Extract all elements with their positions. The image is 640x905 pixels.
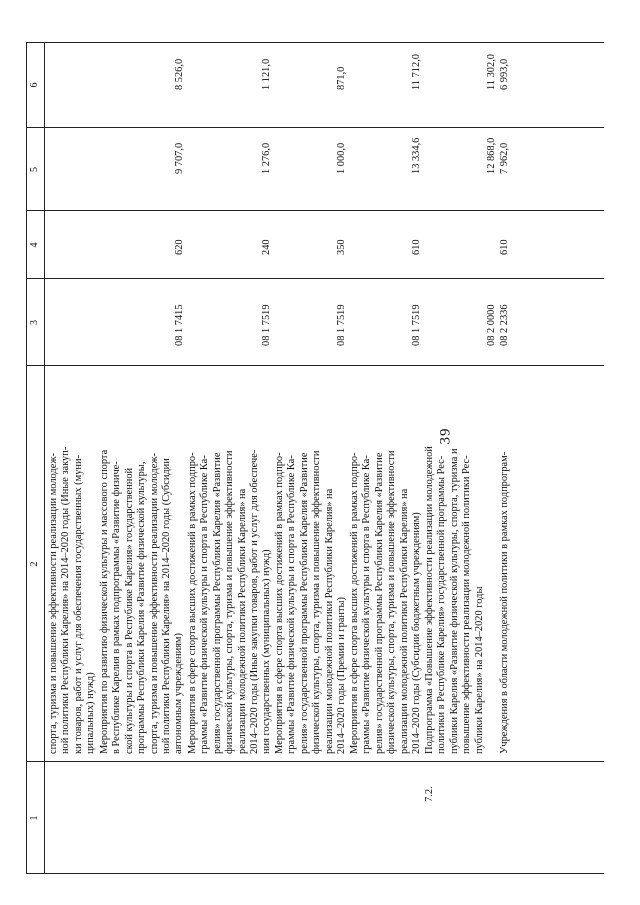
- table-row-col5: 13 334,6: [411, 137, 422, 174]
- table-row-code: 08 1 7519: [336, 304, 347, 346]
- column-divider-3: [26, 278, 604, 279]
- table-row-col6: 6 993,0: [499, 58, 510, 90]
- table-row-code: 08 1 7519: [261, 304, 272, 346]
- table-row-description: Мероприятия в сфере спорта высших достижений в рамках подпро- граммы «Развитие физической культуры и спорта в Республике Ка- релия» государственной программы Республики Карелия «Развитие физической культуры, спорта, туризма и повышение эффективности реализации молодежной политики Республики Карелия» на 2014–2020 годы (Премии и гранты): [274, 450, 348, 754]
- column-header-1: 1: [29, 815, 40, 821]
- table-row-col4: 610: [499, 239, 510, 255]
- table-row-col4: 240: [261, 239, 272, 255]
- table-row-description: Мероприятия в сфере спорта высших достижений в рамках подпро- граммы «Развитие физической культуры и спорта в Республике Ка- релия» государственной программы Республики Карелия «Развитие физической культуры, спорта, туризма и повышение эффективности реализации молодежной политики Республики Карелия» на 2014–2020 годы (Иные закупки товаров, работ и услуг для обеспече- ния государственных (муниципальных) нужд): [187, 449, 273, 754]
- table-row-col6: 8 526,0: [174, 58, 185, 90]
- table-row-col6: 1 121,0: [261, 58, 272, 90]
- table-row-col6: 871,0: [336, 66, 347, 90]
- table-border-left: [26, 873, 604, 874]
- table-row-col5: 1 000,0: [336, 142, 347, 174]
- column-header-5: 5: [29, 167, 40, 172]
- table-row-description: спорта, туризма и повышение эффективности реализации молодеж- ной политики Республики Карелия» на 2014–2020 годы (Иные закуп- ки товаров, работ и услуг для обеспечения государственных (муни- ципальных) нужд): [48, 446, 97, 754]
- column-header-2: 2: [29, 561, 40, 567]
- table-border-top: [26, 42, 27, 874]
- column-divider-1: [26, 761, 604, 762]
- table-row-col5: 12 868,0: [486, 137, 497, 174]
- table-row-col4: 610: [411, 239, 422, 255]
- table-row-description: Мероприятия по развитию физической культуры и массового спорта в Республике Карелия в рамках подпрограммы «Развитие физиче- ской культуры и спорта в Республике Карелия» государственной программы Республики Карелия «Развитие физической культуры, спорта, туризма и повышение эффективности реализации молодеж- ной политики Республики Карелия» на 2014–2020 годы (Субсидии автономным учреждениям): [99, 449, 185, 754]
- table-row-col6: 11 302,0: [486, 54, 497, 90]
- table-row-col6: 11 712,0: [411, 54, 422, 90]
- table-row-number: 7.2.: [424, 786, 435, 802]
- page-number: 39: [437, 427, 454, 445]
- table-row-code: 08 2 0000: [486, 304, 497, 346]
- table-row-description: Подпрограмма «Повышение эффективности реализации молодежной политики в Республике Карелия» государственной программы Рес- публики Карелия «Развитие физической культуры, спорта, туризма и повышение эффективности реализации молодежной политики Рес- публики Карелия» на 2014–2020 годы: [424, 446, 485, 754]
- rotated-table-page: [26, 42, 604, 874]
- column-divider-2: [26, 365, 604, 366]
- column-header-6: 6: [29, 82, 40, 88]
- table-border-right: [26, 42, 604, 43]
- table-row-col5: 1 276,0: [261, 142, 272, 174]
- column-divider-5: [26, 127, 604, 128]
- table-row-col4: 620: [174, 239, 185, 255]
- table-row-col4: 350: [336, 239, 347, 255]
- table-row-col5: 7 962,0: [499, 142, 510, 174]
- header-divider: [44, 42, 45, 874]
- table-row-code: 08 1 7519: [411, 304, 422, 346]
- column-header-4: 4: [29, 242, 40, 248]
- table-row-description: Мероприятия в сфере спорта высших достижений в рамках подпро- граммы «Развитие физической культуры и спорта в Республике Ка- релия» государственной программы Республики Карелия «Развитие физической культуры, спорта, туризма и повышение эффективности реализации молодежной политики Республики Карелия» на 2014–2020 годы (Субсидии бюджетным учреждениям): [349, 450, 423, 754]
- column-header-3: 3: [29, 320, 40, 325]
- table-row-description: Учреждения в области молодежной политики в рамках подпрограм-: [499, 451, 510, 754]
- table-row-col5: 9 707,0: [174, 142, 185, 174]
- column-divider-4: [26, 210, 604, 211]
- table-row-code: 08 1 7415: [174, 304, 185, 346]
- table-row-code: 08 2 2336: [499, 304, 510, 346]
